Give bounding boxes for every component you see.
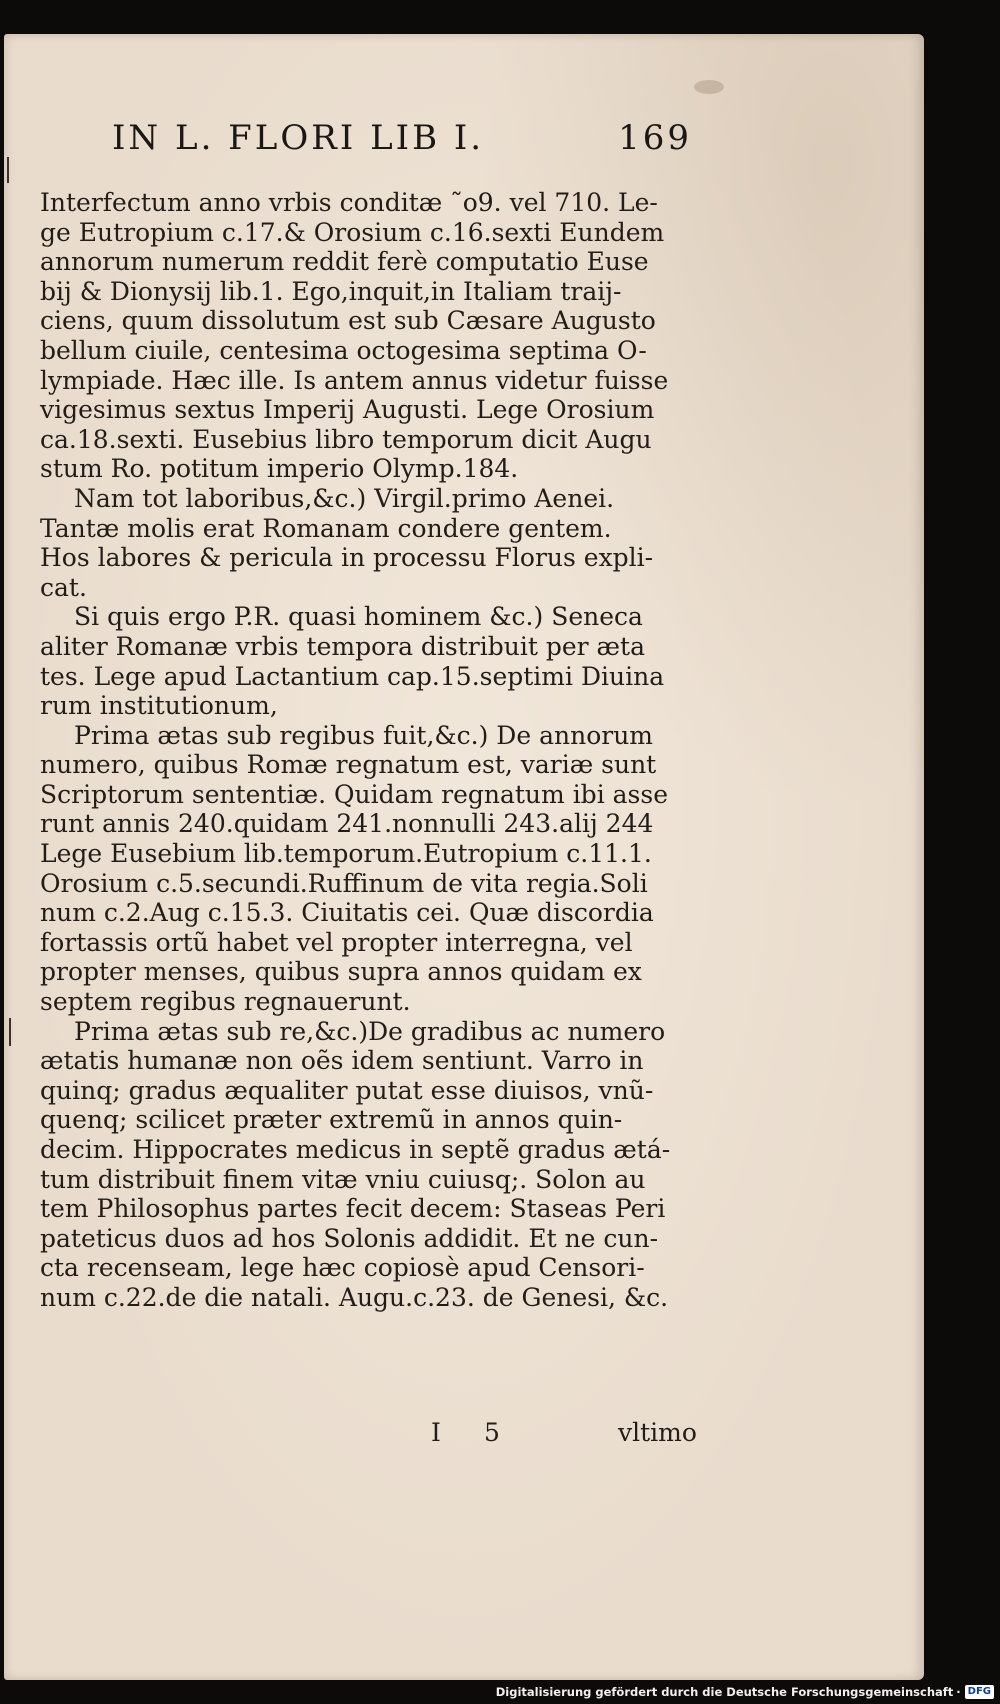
text-line: runt annis 240.quidam 241.nonnulli 243.alij 244 [40, 809, 654, 839]
signature-number: 5 [484, 1418, 500, 1447]
text-line: Interfectum anno vrbis conditæ ˜o9. vel 710. Le- [40, 188, 658, 217]
text-line: annorum numerum reddit ferè computatio Euse [40, 247, 649, 277]
catchword: vltimo [618, 1418, 697, 1447]
text-line: quinq; gradus æqualiter putat esse diuisos, vnũ- [40, 1075, 654, 1105]
text-line: num c.2.Aug c.15.3. Ciuitatis cei. Quæ discordia [40, 898, 654, 928]
page-stain [694, 80, 724, 94]
page-number: 169 [618, 118, 692, 158]
text-line: bellum ciuile, centesima octogesima septima O- [40, 335, 647, 365]
body-text [40, 188, 730, 1313]
text-line: tes. Lege apud Lactantium cap.15.septimi Diuina [40, 661, 665, 691]
credit-text: Digitalisierung gefördert durch die Deutsche Forschungsgemeinschaft [495, 1685, 954, 1699]
dfg-logo: DFG [965, 1685, 994, 1699]
paragraph-start-line: Prima ætas sub regibus fuit,&c.) De annorum [74, 720, 654, 750]
running-title: IN L. FLORI LIB I. [112, 118, 485, 158]
text-line: Scriptorum sententiæ. Quidam regnatum ibi asse [40, 779, 668, 809]
margin-mark [9, 1018, 11, 1046]
text-line: ciens, quum dissolutum est sub Cæsare Augusto [40, 306, 656, 336]
text-line: decim. Hippocrates medicus in septẽ gradus ætá- [40, 1135, 671, 1164]
digitization-credit [496, 1684, 994, 1700]
paragraph-start-line: Nam tot laboribus,&c.) Virgil.primo Aenei. [74, 483, 615, 513]
text-line: pateticus duos ad hos Solonis addidit. Et ne cun- [40, 1223, 659, 1253]
text-line: lympiade. Hæc ille. Is antem annus videtur fuisse [40, 365, 669, 395]
book-page [4, 34, 924, 1680]
text-line: numero, quibus Romæ regnatum est, variæ sunt [40, 750, 657, 780]
text-line: Tantæ molis erat Romanam condere gentem. [40, 513, 612, 543]
text-line: propter menses, quibus supra annos quidam ex [40, 957, 642, 987]
text-line: vigesimus sextus Imperij Augusti. Lege Orosium [40, 395, 655, 425]
text-line: aliter Romanæ vrbis tempora distribuit per æta [40, 631, 645, 661]
text-line: Lege Eusebium lib.temporum.Eutropium c.11.1. [40, 839, 652, 869]
text-line: ætatis humanæ non oẽs idem sentiunt. Varro in [40, 1046, 644, 1076]
text-line: cat. [40, 572, 87, 602]
text-line: num c.22.de die natali. Augu.c.23. de Genesi, &c. [40, 1282, 669, 1312]
text-line: rum institutionum, [40, 691, 278, 721]
text-line: tum distribuit finem vitæ vniu cuiusq;. Solon au [40, 1164, 646, 1194]
signature-mark: I [431, 1418, 441, 1447]
paragraph-start-line: Prima ætas sub re,&c.)De gradibus ac numero [74, 1016, 666, 1046]
margin-mark [7, 157, 9, 183]
text-line: Orosium c.5.secundi.Ruffinum de vita regia.Soli [40, 868, 648, 898]
text-line: ca.18.sexti. Eusebius libro temporum dicit Augu [40, 424, 652, 454]
text-line: tem Philosophus partes fecit decem: Staseas Peri [40, 1194, 666, 1224]
text-line: cta recenseam, lege hæc copiosè apud Censori- [40, 1253, 645, 1283]
text-line: quenq; scilicet præter extremũ in annos quin- [40, 1105, 623, 1135]
text-line: stum Ro. potitum imperio Olymp.184. [40, 454, 519, 484]
text-line: fortassis ortũ habet vel propter interregna, vel [40, 927, 633, 957]
text-line: ge Eutropium c.17.& Orosium c.16.sexti Eundem [40, 217, 665, 247]
credit-separator: · [956, 1685, 961, 1699]
text-line: septem regibus regnauerunt. [40, 987, 411, 1017]
text-line: bij & Dionysij lib.1. Ego,inquit,in Italiam traij- [40, 276, 622, 306]
paragraph-start-line: Si quis ergo P.R. quasi hominem &c.) Seneca [74, 602, 643, 632]
text-line: Hos labores & pericula in processu Florus expli- [40, 543, 654, 573]
